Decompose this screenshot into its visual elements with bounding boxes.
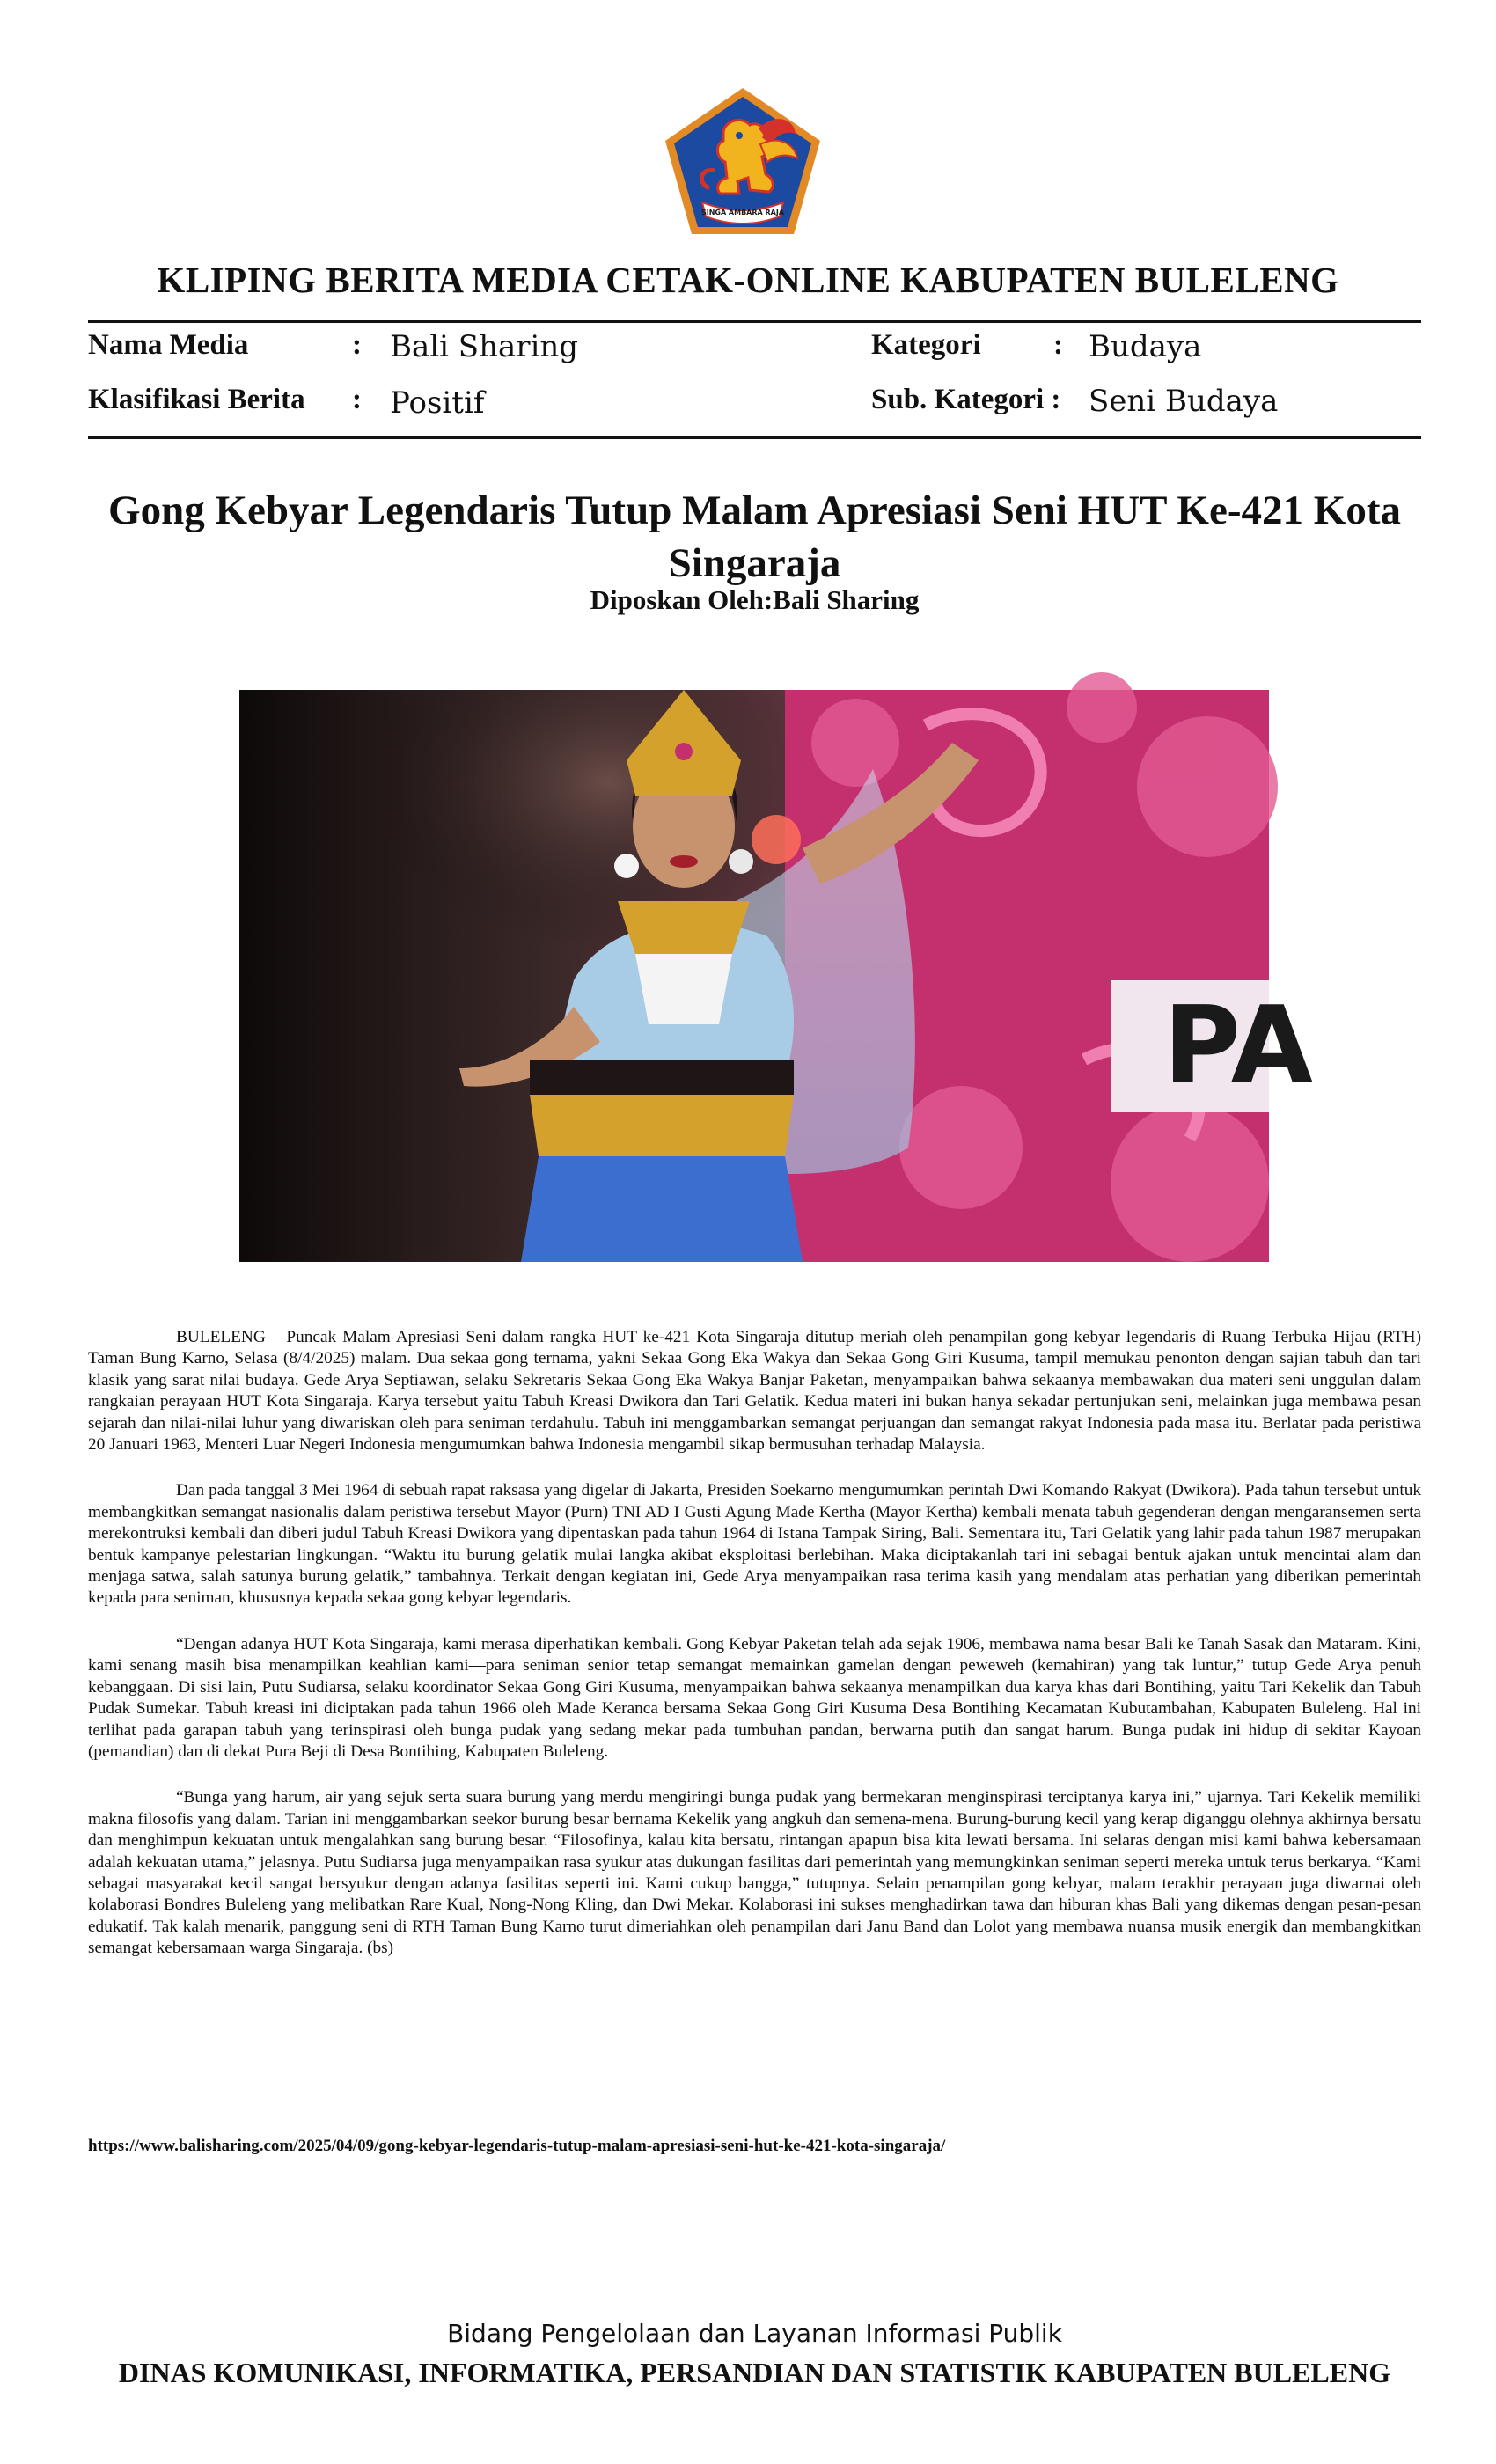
article-body: [88, 1327, 1421, 1984]
footer-agency-name: DINAS KOMUNIKASI, INFORMATIKA, PERSANDIAN DAN STATISTIK KABUPATEN BULELENG: [118, 2357, 1391, 2388]
dancer-lips: [670, 855, 698, 868]
article-title: Gong Kebyar Legendaris Tutup Malam Apresiasi Seni HUT Ke-421 Kota Singaraja: [108, 488, 1401, 586]
meta-row-media: [88, 327, 1421, 371]
media-name-label: Nama Media: [88, 329, 249, 361]
crest-motto: SINGA AMBARA RAJA: [700, 209, 785, 216]
dancer-flower-right: [729, 849, 753, 874]
article-paragraph: “Dengan adanya HUT Kota Singaraja, kami merasa diperhatikan kembali. Gong Kebyar Paketan telah ada sejak 1906, membawa nama besar Bali ke Tanah Sasak dan Mataram. Kini, kami senang masih bisa menampilkan keahlian kami—para seniman senior tetap semangat memainkan gamelan dengan peweweh (kemahiran) yang tak luntur,” tutup Gede Arya penuh kebanggaan. Di sisi lain, Putu Sudiarsa, selaku koordinator Sekaa Gong Giri Kusuma, menyampaikan bahwa sekaanya menampilkan dua karya khas dari Bontihing, yaitu Tari Kekelik dan Tabuh Pudak Sumekar. Tabuh kreasi ini diciptakan pada tahun 1966 oleh Made Keranca bersama Sekaa Gong Giri Kusuma Desa Bontihing Kecamatan Kubutambahan, Kabupaten Buleleng. Hal ini terlihat pada garapan tabuh yang terinspirasi oleh bunga pudak yang sedang mekar pada tumbuhan pandan, berwarna putih dan sangat harum. Bunga pudak ini hidup di sekitar Kayoan (pemandian) dan di dekat Pura Beji di Desa Bontihing, Kabupaten Buleleng.: [88, 1634, 1421, 1761]
meta-row-classification: [88, 382, 1421, 426]
article-paragraph: “Bunga yang harum, air yang sejuk serta suara burung yang merdu mengiringi bunga pudak yang bermekaran menginspirasi terciptanya karya ini,” ujarnya. Tari Kekelik memiliki makna filosofis yang dalam. Tarian ini menggambarkan seekor burung besar bernama Kekelik yang angkuh dan semena-mena. Burung-burung kecil yang kerap diganggu olehnya akhirnya bersatu dan menghimpun kekuatan untuk mengalahkan sang burung besar. “Filosofinya, kalau kita bersatu, rintangan apapun bisa kita lewati bersama. Ini selaras dengan misi kami bahwa kebersamaan adalah kekuatan utama,” jelasnya. Putu Sudiarsa juga menyampaikan rasa syukur atas dukungan fasilitas dari pemerintah yang memungkinkan seniman seperti mereka untuk terus berkarya. “Kami sebagai masyarakat kecil sangat bersyukur dengan adanya fasilitas seperti ini. Kami cukup bangga,” tutupnya. Selain penampilan gong kebyar, malam terakhir perayaan juga diwarnai oleh kolaborasi Bondres Buleleng yang melibatkan Rare Kual, Nong-Nong Kling, dan Dwi Mekar. Kolaborasi ini sukses menghadirkan tawa dan hiburan khas Bali yang dikemas dengan pesan-pesan edukatif. Tak kalah menarik, panggung seni di RTH Taman Bung Karno turut dimeriahkan oleh penampilan dari Janu Band dan Lolot yang membawa nuansa musik energik dan membangkitkan semangat kebersamaan warga Singaraja. (bs): [88, 1788, 1421, 1958]
article-paragraph: Dan pada tanggal 3 Mei 1964 di sebuah rapat raksasa yang digelar di Jakarta, Presiden Soekarno mengumumkan perintah Dwi Komando Rakyat (Dwikora). Pada tahun tersebut untuk membangkitkan semangat nasionalis dalam peristiwa tersebut Mayor (Purn) TNI AD I Gusti Agung Made Kertha (Mayor Kertha) kembali menata tabuh gegenderan dengan mengaransemen serta merekontruksi kembali dan diberi judul Tabuh Kreasi Dwikora yang dipentaskan pada tahun 1964 di Istana Tampak Siring, Bali. Sementara itu, Tari Gelatik yang lahir pada tahun 1987 merupakan bentuk kampanye pelestarian lingkungan. “Waktu itu burung gelatik mulai langka akibat eksploitasi berlebihan. Maka diciptakanlah tari ini sebagai bentuk ajakan untuk mencintai alam dan menjaga satwa, salah satunya burung gelatik,” tambahnya. Terkait dengan kegiatan ini, Gede Arya menyampaikan rasa terima kasih yang mendalam atas perhatian yang diberikan pemerintah kepada para seniman, khususnya kepada sekaa gong kebyar legendaris.: [88, 1481, 1421, 1608]
article-paragraph: BULELENG – Puncak Malam Apresiasi Seni dalam rangka HUT ke-421 Kota Singaraja ditutup meriah oleh penampilan gong kebyar legendaris di Ruang Terbuka Hijau (RTH) Taman Bung Karno, Selasa (8/4/2025) malam. Dua sekaa gong ternama, yakni Sekaa Gong Eka Wakya dan Sekaa Gong Giri Kusuma, tampil memukau penonton dengan sajian tabuh dan tari klasik yang sarat nilai budaya. Gede Arya Septiawan, selaku Sekretaris Sekaa Gong Eka Wakya Banjar Paketan, menyampaikan bahwa sekaanya membawakan dua materi seni unggulan dalam rangkaian perayaan HUT Kota Singaraja. Karya tersebut yaitu Tabuh Kreasi Dwikora dan Tari Gelatik. Kedua materi ini bukan hanya sekadar pertunjukan seni, melainkan juga membawa pesan sejarah dan nilai-nilai luhur yang diwariskan oleh para seniman terdahulu. Tabuh ini menggambarkan semangat perjuangan dan semangat rakyat Indonesia pada masa itu. Berlatar pada peristiwa 20 Januari 1963, Menteri Luar Negeri Indonesia mengumumkan bahwa Indonesia mengambil sikap bermusuhan terhadap Malaysia.: [88, 1328, 1421, 1455]
dancer-flower-left: [614, 854, 639, 878]
header-bottom-divider: [88, 436, 1421, 439]
classification-value: Positif: [390, 385, 485, 421]
category-value: Budaya: [1089, 329, 1202, 364]
classification-label: Klasifikasi Berita: [88, 384, 305, 415]
article-photo: [239, 690, 1313, 1262]
media-name-colon: :: [352, 329, 362, 361]
header-top-divider: [88, 320, 1421, 323]
category-colon: :: [1053, 329, 1063, 361]
category-label: Kategori: [871, 329, 981, 361]
backdrop-banner-text: PA: [1163, 985, 1313, 1107]
classification-colon: :: [352, 384, 362, 415]
buleleng-crest-logo: [662, 86, 824, 238]
page-title: KLIPING BERITA MEDIA CETAK-ONLINE KABUPATEN BULELENG: [157, 260, 1339, 300]
dancer-belt: [530, 1095, 794, 1156]
dancer-skirt: [521, 1156, 803, 1262]
article-byline: Diposkan Oleh:Bali Sharing: [590, 584, 920, 615]
dancer-fringe: [635, 954, 732, 1024]
subcategory-label: Sub. Kategori :: [871, 384, 1061, 415]
crown-jewel: [675, 743, 693, 760]
footer-unit-name: Bidang Pengelolaan dan Layanan Informasi Publik: [447, 2319, 1062, 2348]
source-url-link[interactable]: https://www.balisharing.com/2025/04/09/gong-kebyar-legendaris-tutup-malam-apresiasi-seni-hut-ke-421-kota-singaraja/: [88, 2137, 946, 2155]
subcategory-value: Seni Budaya: [1089, 384, 1279, 419]
media-name-value: Bali Sharing: [390, 329, 579, 364]
stage-lamp: [752, 815, 801, 864]
dancer-sash: [530, 1060, 794, 1095]
